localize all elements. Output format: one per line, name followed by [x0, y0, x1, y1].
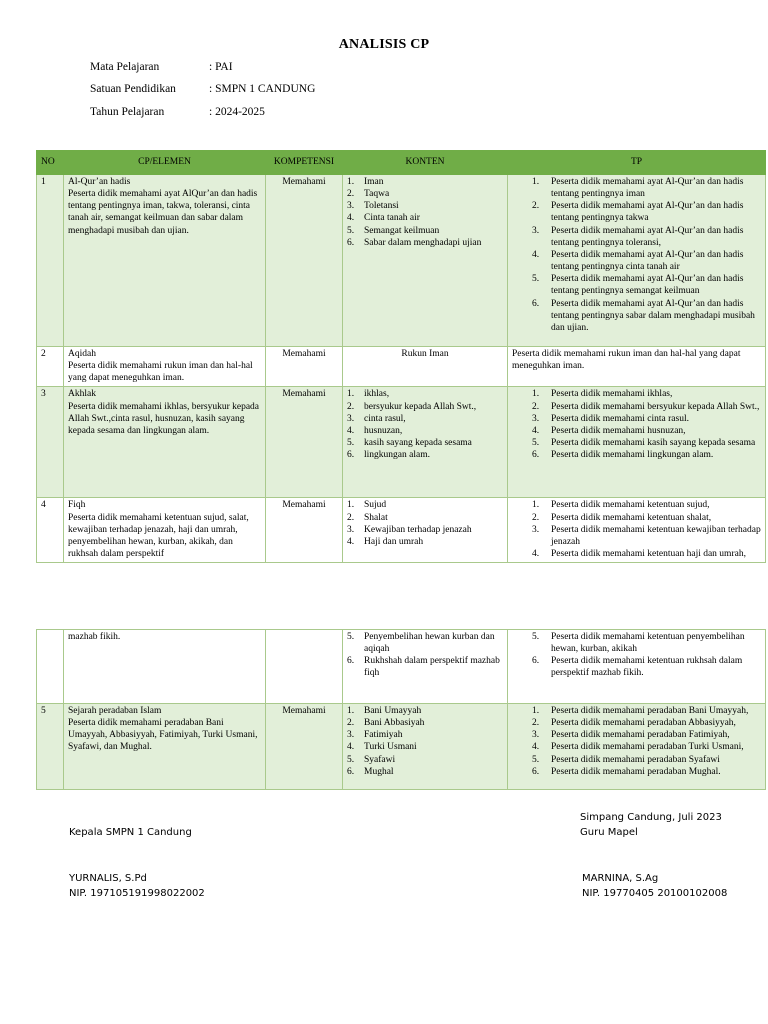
meta-value: : PAI [209, 61, 233, 73]
list-item: 4. Peserta didik memahami husnuzan, [532, 425, 686, 436]
konten-cell [343, 175, 508, 347]
list-item: 2. Peserta didik memahami ketentuan shalat, [532, 512, 712, 523]
tp-cell [508, 175, 766, 347]
cp-description: Peserta didik memahami ikhlas, bersyukur kepada Allah Swt.,cinta rasul, husnuzan, kasih sayang kepada sesama dan lingkungan alam. [68, 401, 260, 436]
tp-list [512, 499, 761, 560]
list-item: 4. husnuzan, [347, 425, 403, 436]
elemen-title: Al-Qur’an hadis [68, 177, 131, 187]
list-item: 1. Peserta didik memahami ketentuan sujud, [532, 500, 710, 511]
list-item: 5. Peserta didik memahami ayat Al-Qur’an dan hadis tentang pentingnya semangat keilmuan [532, 274, 744, 297]
list-item: 5. Peserta didik memahami kasih sayang kepada sesama [532, 438, 756, 449]
konten-list [347, 631, 503, 680]
row-number: 5 [37, 704, 64, 790]
konten-list [347, 176, 503, 249]
list-item: 2. Peserta didik memahami bersyukur kepada Allah Swt., [532, 401, 760, 412]
list-item: 2. bersyukur kepada Allah Swt., [347, 401, 477, 412]
list-item: 3. Peserta didik memahami ketentuan kewajiban terhadap jenazah [532, 524, 761, 547]
list-item: 5. Peserta didik memahami ketentuan penyembelihan hewan, kurban, akikah [532, 632, 745, 655]
konten-cell [343, 630, 508, 704]
konten-cell [343, 498, 508, 563]
list-item: 6. Peserta didik memahami lingkungan alam. [532, 450, 714, 461]
header-cp-elemen: CP/ELEMEN [64, 151, 266, 175]
table-row [37, 387, 766, 498]
elemen-title: Akhlak [68, 389, 96, 400]
list-item: 5. Syafawi [347, 754, 396, 765]
list-item: 4. Cinta tanah air [347, 213, 420, 224]
list-item: 3. Peserta didik memahami cinta rasul. [532, 413, 689, 424]
cp-elemen-cell [64, 347, 266, 387]
tp-cell [508, 498, 766, 563]
signature-nip-teacher: NIP. 19770405 20100102008 [582, 888, 728, 899]
konten-cell [343, 387, 508, 498]
header-kompetensi: KOMPETENSI [266, 151, 343, 175]
signature-role-teacher: Guru Mapel [580, 827, 638, 838]
cp-elemen-cell: mazhab fikih. [64, 630, 266, 704]
tp-cell [508, 387, 766, 498]
list-item: 6. Peserta didik memahami ayat Al-Qur’an dan hadis tentang pentingnya sabar dalam menghadapi musibah dan ujian. [532, 298, 755, 333]
list-item: 1. Peserta didik memahami ayat Al-Qur’an dan hadis tentang pentingnya iman [532, 177, 744, 200]
list-item: 3. Fatimiyah [347, 730, 403, 741]
tp-list [512, 705, 761, 778]
kompetensi-cell [266, 630, 343, 704]
row-number [37, 630, 64, 704]
list-item: 6. Peserta didik memahami ketentuan rukhsah dalam perspektif mazhab fikih. [532, 656, 743, 679]
cp-elemen-cell [64, 704, 266, 790]
cp-table-page2 [36, 629, 766, 790]
list-item: 4. Peserta didik memahami ayat Al-Qur’an dan hadis tentang pentingnya cinta tanah air [532, 249, 744, 273]
meta-row-year [90, 105, 265, 120]
list-item: 4. Peserta didik memahami ketentuan haji dan umrah, [532, 549, 746, 560]
list-item: 5. kasih sayang kepada sesama [347, 438, 472, 449]
elemen-title: Sejarah peradaban Islam [68, 706, 162, 716]
table-row [37, 175, 766, 347]
list-item: 1. ikhlas, [347, 389, 390, 400]
tp-list [512, 631, 761, 680]
list-item: 2. Shalat [347, 512, 388, 523]
header-no: NO [37, 151, 64, 175]
list-item: 6. lingkungan alam. [347, 450, 430, 461]
elemen-title: Fiqh [68, 500, 86, 511]
list-item: 6. Peserta didik memahami peradaban Mughal. [532, 766, 721, 777]
tp-cell [508, 630, 766, 704]
row-number: 2 [37, 347, 64, 387]
list-item: 6. Rukhshah dalam perspektif mazhab fiqh [347, 656, 500, 679]
cp-elemen-cell [64, 387, 266, 498]
list-item: 6. Sabar dalam menghadapi ujian [347, 237, 482, 248]
table-row [37, 630, 766, 704]
table-row [37, 347, 766, 387]
list-item: 1. Iman [347, 177, 384, 187]
kompetensi-cell: Memahami [266, 498, 343, 563]
cp-description: Peserta didik memahami peradaban Bani Umayyah, Abbasiyyah, Fatimiyah, Turki Usmani, Syafawi, dan Mughal. [68, 718, 258, 753]
cp-table-page1 [36, 150, 766, 563]
kompetensi-cell: Memahami [266, 387, 343, 498]
list-item: 6. Mughal [347, 766, 394, 777]
list-item: 3. Peserta didik memahami peradaban Fatimiyah, [532, 730, 730, 741]
list-item: 5. Penyembelihan hewan kurban dan aqiqah [347, 632, 495, 655]
cp-description: Peserta didik memahami ayat AlQur’an dan hadis tentang pentingnya iman, takwa, toleransi, cinta tanah air, semangat keilmuan dan sabar dalam menghadapi musibah dan ujian. [68, 189, 258, 236]
meta-row-subject [90, 60, 233, 75]
list-item: 1. Peserta didik memahami peradaban Bani Umayyah, [532, 706, 749, 716]
konten-cell [343, 704, 508, 790]
meta-value: : 2024-2025 [209, 106, 265, 118]
list-item: 2. Peserta didik memahami peradaban Abbasiyyah, [532, 718, 736, 729]
list-item: 1. Peserta didik memahami ikhlas, [532, 389, 673, 400]
table-header-row [37, 151, 766, 175]
list-item: 5. Peserta didik memahami peradaban Syafawi [532, 754, 720, 765]
signature-name-teacher: MARNINA, S.Ag [582, 873, 659, 884]
signature-name-principal: YURNALIS, S.Pd [69, 873, 147, 884]
meta-label: Satuan Pendidikan [90, 83, 176, 95]
list-item: 3. Kewajiban terhadap jenazah [347, 524, 472, 535]
cp-elemen-cell [64, 498, 266, 563]
signature-place-date: Simpang Candung, Juli 2023 [580, 812, 722, 823]
cp-description: Peserta didik memahami rukun iman dan hal-hal yang dapat meneguhkan iman. [68, 361, 253, 384]
cp-description: Peserta didik memahami ketentuan sujud, salat, kewajiban terhadap jenazah, haji dan umrah, penyembelihan hewan, kurban, akikah, dan rukhsah dalam perspektif [68, 512, 249, 560]
header-konten: KONTEN [343, 151, 508, 175]
row-number: 1 [37, 175, 64, 347]
elemen-title: Aqidah [68, 349, 96, 359]
row-number: 3 [37, 387, 64, 498]
document-title: ANALISIS CP [338, 37, 430, 52]
list-item: 2. Bani Abbasiyah [347, 718, 425, 729]
list-item: 1. Bani Umayyah [347, 706, 422, 716]
signature-role-principal: Kepala SMPN 1 Candung [69, 827, 192, 838]
cp-elemen-cell [64, 175, 266, 347]
meta-row-school [90, 82, 315, 97]
kompetensi-cell: Memahami [266, 704, 343, 790]
list-item: 3. cinta rasul, [347, 413, 406, 424]
header-tp: TP [508, 151, 766, 175]
list-item: 4. Haji dan umrah [347, 536, 424, 547]
list-item: 2. Taqwa [347, 189, 390, 200]
list-item: 1. Sujud [347, 500, 387, 511]
konten-cell: Rukun Iman [343, 347, 508, 387]
list-item: 4. Turki Usmani [347, 742, 417, 753]
kompetensi-cell: Memahami [266, 175, 343, 347]
meta-value: : SMPN 1 CANDUNG [209, 83, 316, 95]
list-item: 3. Toletansi [347, 201, 399, 212]
list-item: 2. Peserta didik memahami ayat Al-Qur’an dan hadis tentang pentingnya takwa [532, 201, 744, 224]
table-row [37, 498, 766, 563]
konten-list [347, 388, 503, 461]
tp-list [512, 176, 761, 334]
tp-cell [508, 704, 766, 790]
tp-cell: Peserta didik memahami rukun iman dan hal-hal yang dapat meneguhkan iman. [508, 347, 766, 387]
kompetensi-cell: Memahami [266, 347, 343, 387]
row-number: 4 [37, 498, 64, 563]
list-item: 5. Semangat keilmuan [347, 225, 440, 236]
signature-nip-principal: NIP. 197105191998022002 [69, 888, 205, 899]
meta-label: Mata Pelajaran [90, 61, 160, 73]
konten-list [347, 499, 503, 548]
list-item: 4. Peserta didik memahami peradaban Turki Usmani, [532, 742, 744, 753]
list-item: 3. Peserta didik memahami ayat Al-Qur’an dan hadis tentang pentingnya toleransi, [532, 225, 744, 248]
table-row [37, 704, 766, 790]
meta-label: Tahun Pelajaran [90, 106, 165, 118]
tp-list [512, 388, 761, 461]
konten-list [347, 705, 503, 778]
